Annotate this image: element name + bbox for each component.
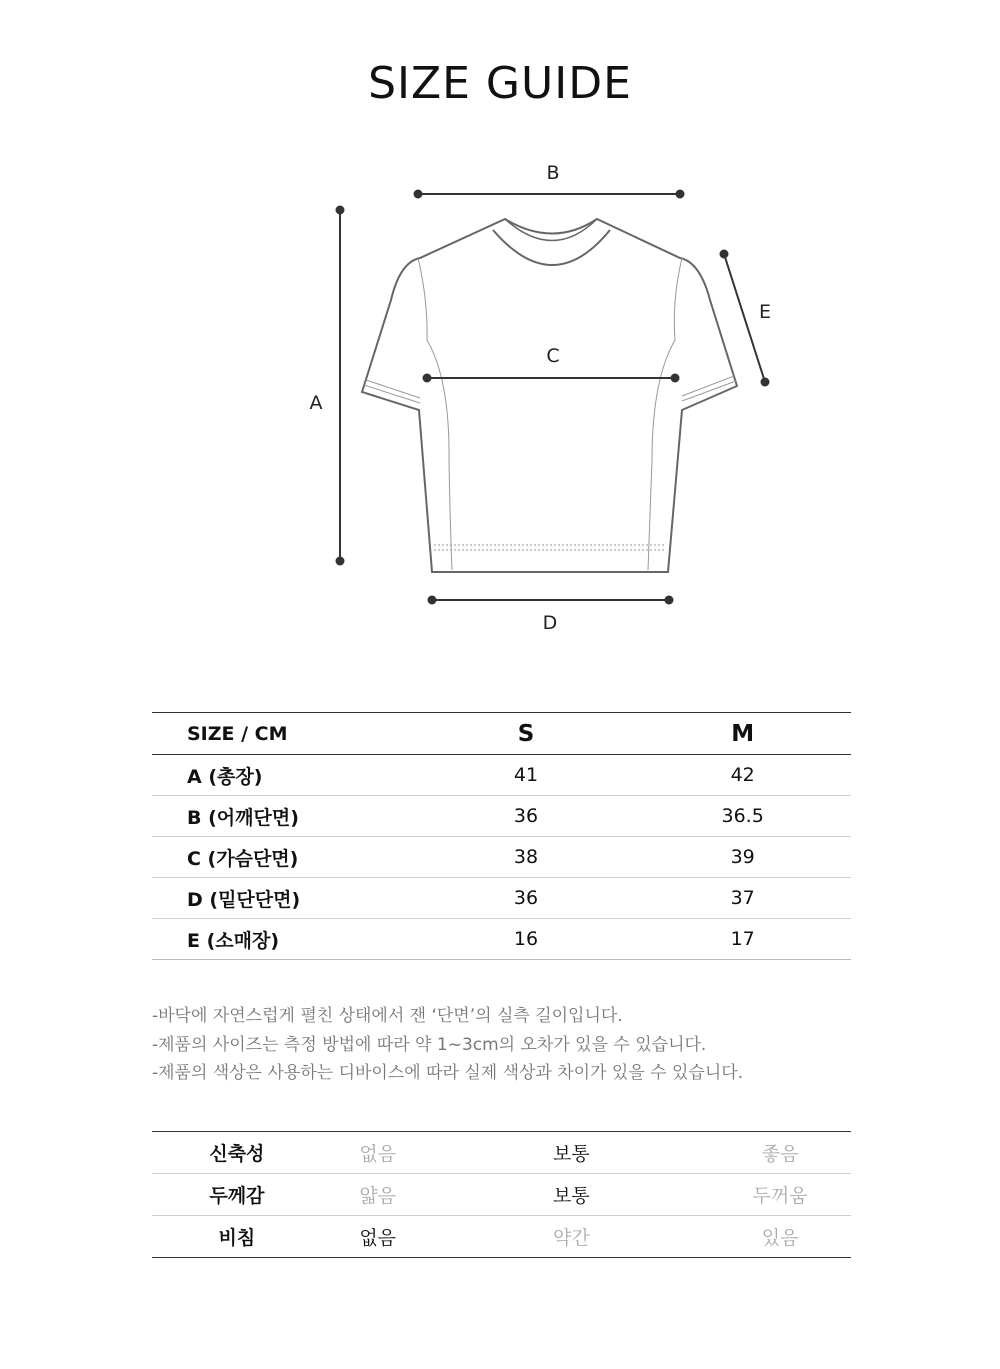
table-row bbox=[152, 1216, 851, 1258]
size-header-s: S bbox=[418, 713, 635, 755]
row-label: D (밑단단면) bbox=[152, 878, 418, 919]
cell-value: 39 bbox=[634, 837, 851, 878]
label-a: A bbox=[309, 392, 323, 414]
option-cell-selected: 없음 bbox=[359, 1227, 397, 1249]
table-row bbox=[152, 755, 851, 796]
fabric-feel-table bbox=[152, 1131, 851, 1258]
cell-value: 37 bbox=[634, 878, 851, 919]
cell-value: 41 bbox=[418, 755, 635, 796]
tshirt-measurement-diagram bbox=[0, 140, 1000, 660]
option-cell: 두꺼움 bbox=[709, 1174, 851, 1216]
row-label: A (총장) bbox=[152, 755, 418, 796]
note-line: -바닥에 자연스럽게 펼친 상태에서 잰 ‘단면’의 실측 길이입니다. bbox=[152, 1006, 623, 1026]
size-header-m: M bbox=[634, 713, 851, 755]
cell-value: 42 bbox=[634, 755, 851, 796]
label-e: E bbox=[758, 301, 772, 323]
option-cell: 얇음 bbox=[322, 1174, 434, 1216]
cell-value: 36 bbox=[418, 796, 635, 837]
tshirt-outline bbox=[362, 219, 737, 572]
label-b: B bbox=[546, 162, 560, 184]
table-row bbox=[152, 796, 851, 837]
table-row bbox=[152, 878, 851, 919]
table-row bbox=[152, 1174, 851, 1216]
cell-value: 38 bbox=[418, 837, 635, 878]
row-label: 비침 bbox=[218, 1227, 256, 1249]
cell-value: 36.5 bbox=[634, 796, 851, 837]
row-label: 신축성 bbox=[152, 1132, 322, 1174]
table-row bbox=[152, 837, 851, 878]
option-cell: 약간 bbox=[553, 1227, 590, 1249]
row-label: E (소매장) bbox=[187, 929, 280, 952]
option-cell-selected: 보통 bbox=[434, 1174, 710, 1216]
row-label: 두께감 bbox=[152, 1174, 322, 1216]
label-d: D bbox=[542, 612, 558, 634]
cell-value: 16 bbox=[513, 928, 539, 950]
size-table-header bbox=[152, 713, 851, 755]
measurement-notes bbox=[152, 1002, 872, 1088]
cell-value: 17 bbox=[730, 928, 755, 950]
option-cell-selected: 보통 bbox=[434, 1132, 710, 1174]
option-cell: 좋음 bbox=[709, 1132, 851, 1174]
table-row bbox=[152, 919, 851, 960]
note-line: -제품의 사이즈는 측정 방법에 따라 약 1~3cm의 오차가 있을 수 있습니다. bbox=[152, 1034, 707, 1055]
table-row bbox=[152, 1132, 851, 1174]
option-cell: 없음 bbox=[322, 1132, 434, 1174]
size-unit-header: SIZE / CM bbox=[152, 713, 418, 755]
note-line: -제품의 색상은 사용하는 디바이스에 따라 실제 색상과 차이가 있을 수 있습니다. bbox=[152, 1063, 744, 1083]
row-label: B (어깨단면) bbox=[152, 796, 418, 837]
size-table bbox=[152, 712, 851, 960]
page-title: SIZE GUIDE bbox=[368, 58, 632, 109]
row-label: C (가슴단면) bbox=[152, 837, 418, 878]
cell-value: 36 bbox=[418, 878, 635, 919]
option-cell: 있음 bbox=[761, 1227, 799, 1249]
label-c: C bbox=[546, 345, 560, 367]
